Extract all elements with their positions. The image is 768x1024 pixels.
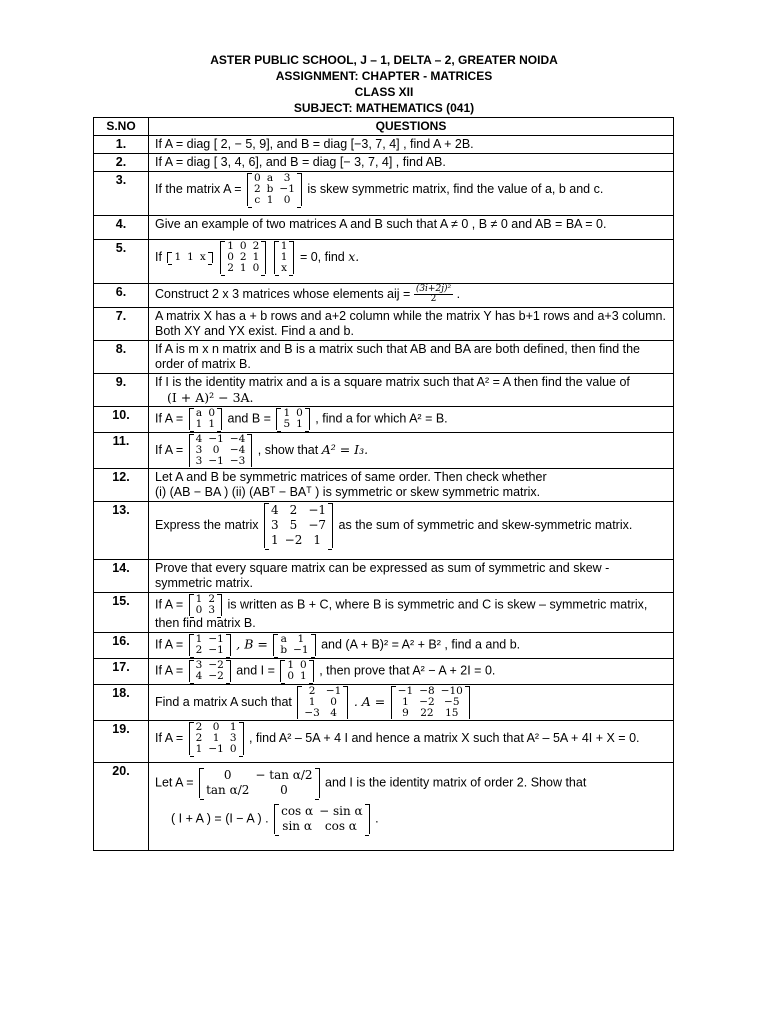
- matrix-cell: −1: [208, 433, 224, 445]
- matrix-cell: −4: [229, 444, 246, 456]
- fraction-numerator: (3i+2j)²: [415, 284, 452, 294]
- matrix-cell: 0: [300, 659, 307, 671]
- matrix-cell: 1: [195, 743, 203, 755]
- fraction: [414, 285, 453, 304]
- matrix-cell: 1: [174, 251, 182, 263]
- matrix-grid: [193, 660, 227, 682]
- question-prefix: Express the matrix: [155, 517, 259, 532]
- question-middle: . A =: [353, 693, 386, 709]
- matrix-cell: 1: [252, 251, 260, 263]
- question-row: [94, 216, 674, 240]
- question-number: 5.: [94, 240, 149, 284]
- matrix-cell: −7: [308, 518, 327, 532]
- question-number: 3.: [94, 172, 149, 216]
- matrix-cell: cos α: [324, 819, 357, 833]
- matrix-cell: −10: [440, 685, 463, 697]
- matrix-cell: −1: [208, 633, 224, 645]
- matrix-grid: [268, 503, 329, 548]
- question-text: If A is m x n matrix and B is a matrix such that AB and BA are both defined, then find the order of matrix B.: [149, 341, 674, 374]
- question-text: If A = diag [ 2, − 5, 9], and B = diag [−3, 7, 4] , find A + 2B.: [149, 136, 674, 154]
- matrix-cell: 3: [195, 444, 203, 456]
- matrix-cell: − tan α/2: [255, 768, 313, 782]
- matrix-row: [251, 195, 298, 206]
- matrix-cell: x: [199, 251, 206, 263]
- question-row: [94, 136, 674, 154]
- question-suffix: and I is the identity matrix of order 2. Show that: [325, 775, 587, 790]
- subject-label: SUBJECT: MATHEMATICS (041): [293, 101, 475, 115]
- matrix-cell: 5: [283, 418, 291, 430]
- question-row: [94, 407, 674, 433]
- matrix-cell: 0: [212, 444, 220, 456]
- matrix-row: [268, 503, 329, 518]
- matrix-cell: 1: [296, 418, 303, 430]
- matrix-cell: 0: [283, 194, 291, 206]
- question-text: [149, 721, 674, 763]
- matrix-cell: −1: [397, 685, 414, 697]
- class-label: CLASS XII: [354, 85, 414, 99]
- matrix-cell: 5: [289, 518, 298, 532]
- question-row: [94, 308, 674, 341]
- question-number: 2.: [94, 154, 149, 172]
- question-line: then find matrix B.: [155, 616, 256, 630]
- matrix-cell: 0: [252, 262, 260, 274]
- matrix-row: [171, 252, 208, 263]
- matrix-cell: 3: [195, 455, 203, 467]
- question-text: [149, 593, 674, 633]
- matrix-cell: 1: [402, 696, 409, 708]
- question-row: [94, 374, 674, 407]
- matrix-grid: [251, 173, 298, 206]
- question-suffix: , find a for which A² = B.: [315, 411, 448, 426]
- matrix-cell: 2: [195, 644, 203, 656]
- matrix-grid: [278, 804, 366, 834]
- matrix-cell: 2: [208, 593, 216, 605]
- question-prefix: Construct 2 x 3 matrices whose elements aij =: [155, 286, 411, 301]
- matrix-cell: 1: [239, 262, 247, 274]
- matrix: [220, 241, 266, 274]
- matrix-cell: − sin α: [319, 804, 363, 818]
- question-row: [94, 433, 674, 469]
- matrix-cell: 3: [195, 659, 203, 671]
- question-number: 16.: [94, 633, 149, 659]
- question-prefix: Find a matrix A such that: [155, 694, 292, 709]
- matrix-cell: x: [281, 262, 288, 274]
- matrix-cell: −3: [304, 707, 320, 719]
- matrix-cell: 0: [229, 743, 237, 755]
- expression: (I + A)² − 3A.: [167, 390, 254, 405]
- table-header-row: [94, 118, 674, 136]
- matrix: [189, 434, 253, 467]
- question-row: [94, 469, 674, 502]
- question-text: [149, 240, 674, 284]
- matrix-row: [193, 456, 249, 467]
- question-text: [149, 374, 674, 407]
- question-row: [94, 633, 674, 659]
- matrix: [189, 594, 222, 616]
- matrix-cell: 1: [195, 418, 203, 430]
- matrix-cell: 0: [296, 407, 303, 419]
- matrix-row: [395, 708, 466, 719]
- matrix-cell: 1: [195, 633, 203, 645]
- question-text: [149, 284, 674, 308]
- matrix-cell: sin α: [282, 819, 312, 833]
- fraction-denominator: 2: [430, 294, 437, 304]
- variable: x.: [348, 248, 360, 264]
- matrix-cell: −2: [208, 659, 224, 671]
- question-number: 13.: [94, 502, 149, 560]
- matrix-row: [193, 744, 240, 755]
- question-text: [149, 469, 674, 502]
- column-matrix: [274, 241, 295, 274]
- matrix-cell: 1: [287, 659, 295, 671]
- matrix: [199, 768, 319, 798]
- question-row: [94, 172, 674, 216]
- matrix-cell: 3: [208, 604, 216, 616]
- matrix-cell: −1: [308, 503, 327, 517]
- matrix-cell: 2: [289, 503, 298, 517]
- matrix-cell: −4: [229, 433, 246, 445]
- matrix-cell: a: [195, 407, 203, 419]
- matrix-row: [193, 605, 218, 616]
- matrix-grid: [193, 634, 227, 656]
- matrix-row: [277, 645, 311, 656]
- question-prefix: If the matrix A =: [155, 181, 242, 196]
- matrix-cell: −2: [284, 533, 303, 547]
- question-number: 17.: [94, 659, 149, 685]
- matrix-cell: 2: [308, 685, 316, 697]
- matrix-cell: 9: [402, 707, 409, 719]
- matrix-cell: −2: [419, 696, 435, 708]
- matrix-cell: 1: [283, 407, 291, 419]
- question-line: If I is the identity matrix and a is a square matrix such that A² = A then find the value of: [155, 375, 630, 389]
- question-prefix: If: [155, 249, 162, 264]
- matrix-cell: c: [254, 194, 261, 206]
- matrix-cell: 1: [280, 240, 288, 252]
- question-row: [94, 763, 674, 851]
- matrix-a: [189, 408, 222, 430]
- matrix-cell: 1: [313, 533, 322, 547]
- matrix-cell: 2: [239, 251, 247, 263]
- question-text: [149, 633, 674, 659]
- matrix-grid: [395, 686, 466, 719]
- matrix-grid: [284, 660, 309, 682]
- question-number: 18.: [94, 685, 149, 721]
- matrix-cell: 0: [253, 172, 261, 184]
- question-row: [94, 685, 674, 721]
- matrix-cell: −1: [208, 743, 224, 755]
- matrix-cell: 0: [280, 783, 288, 797]
- matrix-cell: 15: [445, 707, 459, 719]
- question-text: [149, 659, 674, 685]
- question-number: 11.: [94, 433, 149, 469]
- question-text: [149, 502, 674, 560]
- matrix-cell: 0: [239, 240, 247, 252]
- question-number: 9.: [94, 374, 149, 407]
- question-suffix: , find A² – 5A + 4 I and hence a matrix X such that A² – 5A + 4I + X = 0.: [248, 730, 640, 745]
- matrix: [189, 722, 244, 755]
- matrix-grid: [224, 241, 262, 274]
- question-prefix: If A =: [155, 442, 184, 457]
- question-middle: and I =: [236, 663, 275, 678]
- matrix-cell: 2: [195, 721, 203, 733]
- matrix-b: [273, 634, 315, 656]
- matrix-cell: −1: [208, 644, 224, 656]
- matrix-cell: 3: [271, 518, 279, 532]
- matrix-cell: 2: [195, 732, 203, 744]
- matrix-cell: 1: [308, 696, 316, 708]
- question-row: [94, 502, 674, 560]
- question-text: [149, 407, 674, 433]
- question-line: (i) (AB − BA ) (ii) (ABᵀ − BAᵀ ) is symmetric or skew symmetric matrix.: [155, 485, 541, 499]
- question-row: [94, 284, 674, 308]
- sno-header: S.NO: [94, 118, 149, 136]
- matrix-cell: 1: [212, 732, 220, 744]
- matrix-cell: 2: [252, 240, 260, 252]
- question-number: 12.: [94, 469, 149, 502]
- matrix-cell: −1: [293, 644, 309, 656]
- question-number: 1.: [94, 136, 149, 154]
- matrix-cell: 1: [280, 251, 288, 263]
- matrix-cell: 1: [229, 721, 237, 733]
- matrix-cell: 0: [212, 721, 220, 733]
- question-suffix: is skew symmetric matrix, find the value of a, b and c.: [307, 181, 604, 196]
- question-prefix: If A =: [155, 597, 184, 612]
- matrix-cell: −3: [229, 455, 246, 467]
- matrix-cell: a: [266, 172, 274, 184]
- question-text: Give an example of two matrices A and B such that A ≠ 0 , B ≠ 0 and AB = BA = 0.: [149, 216, 674, 240]
- question-suffix: is written as B + C, where B is symmetric and C is skew – symmetric matrix,: [227, 597, 648, 612]
- matrix-cell: 1: [271, 533, 279, 547]
- question-row: [94, 560, 674, 593]
- question-text: Prove that every square matrix can be expressed as sum of symmetric and skew - symmetric matrix.: [149, 560, 674, 593]
- question-prefix: If A =: [155, 411, 184, 426]
- matrix-cell: 0: [195, 604, 203, 616]
- matrix-cell: 0: [287, 670, 295, 682]
- matrix-cell: cos α: [281, 804, 314, 818]
- matrix-row: [278, 819, 366, 834]
- document-header: [0, 52, 768, 116]
- identity-matrix: [280, 660, 313, 682]
- matrix-right: [391, 686, 470, 719]
- matrix-row: [301, 686, 344, 697]
- matrix-cell: 1: [300, 670, 307, 682]
- matrix-row: [278, 263, 291, 274]
- matrix-cell: 0: [208, 407, 216, 419]
- matrix-grid: [277, 634, 311, 656]
- question-suffix: = 0, find: [299, 249, 345, 264]
- question-middle: and B =: [227, 411, 271, 426]
- matrix-cell: 1: [227, 240, 234, 252]
- question-suffix: .: [456, 286, 461, 301]
- assignment-title: ASSIGNMENT: CHAPTER - MATRICES: [275, 69, 493, 83]
- matrix-cell: 2: [227, 262, 234, 274]
- equation: A² = I₃.: [321, 441, 369, 457]
- questions-table: [93, 117, 674, 851]
- row-matrix: [167, 252, 212, 263]
- matrix: [264, 503, 333, 548]
- matrix-cell: 4: [330, 707, 337, 719]
- question-number: 7.: [94, 308, 149, 341]
- matrix-cell: −1: [208, 455, 224, 467]
- matrix-cell: −2: [208, 670, 224, 682]
- question-text: [149, 685, 674, 721]
- question-middle: , B =: [236, 636, 268, 652]
- question-row: [94, 341, 674, 374]
- matrix-cell: 0: [330, 696, 337, 708]
- matrix-grid: [171, 252, 208, 263]
- matrix-grid: [280, 408, 305, 430]
- matrix-row: [280, 419, 305, 430]
- matrix-cell: 1: [195, 593, 203, 605]
- matrix-left: [297, 686, 348, 719]
- equation-left: ( I + A ) = (I − A ) .: [171, 811, 269, 826]
- questions-header: QUESTIONS: [149, 118, 674, 136]
- matrix-row: [268, 533, 329, 548]
- matrix-cell: 1: [297, 633, 305, 645]
- question-suffix: as the sum of symmetric and skew-symmetric matrix.: [338, 517, 633, 532]
- matrix-cell: 1: [208, 418, 216, 430]
- question-row: [94, 154, 674, 172]
- question-suffix: , then prove that A² − A + 2I = 0.: [319, 663, 496, 678]
- matrix-cell: a: [280, 633, 287, 645]
- matrix: [247, 173, 302, 206]
- matrix-grid: [203, 768, 315, 798]
- matrix-row: [193, 419, 218, 430]
- question-prefix: If A =: [155, 637, 184, 652]
- matrix-cell: −1: [279, 183, 295, 195]
- question-text: If A = diag [ 3, 4, 6], and B = diag [− 3, 7, 4] , find AB.: [149, 154, 674, 172]
- matrix-grid: [193, 408, 218, 430]
- matrix-cell: 4: [195, 670, 203, 682]
- question-row: [94, 659, 674, 685]
- matrix-grid: [193, 722, 240, 755]
- question-number: 19.: [94, 721, 149, 763]
- question-text: A matrix X has a + b rows and a+2 column while the matrix Y has b+1 rows and a+3 column. Both XY and YX exist. Find a and b.: [149, 308, 674, 341]
- question-number: 8.: [94, 341, 149, 374]
- matrix-cell: 0: [227, 251, 234, 263]
- question-prefix: Let A =: [155, 775, 194, 790]
- question-prefix: If A =: [155, 663, 184, 678]
- question-number: 14.: [94, 560, 149, 593]
- school-name: ASTER PUBLIC SCHOOL, J – 1, DELTA – 2, GREATER NOIDA: [210, 53, 558, 67]
- matrix-grid: [193, 434, 249, 467]
- matrix-row: [268, 518, 329, 533]
- rotation-matrix: [274, 804, 370, 834]
- question-row: [94, 593, 674, 633]
- matrix-grid: [301, 686, 344, 719]
- matrix-cell: 1: [266, 194, 274, 206]
- matrix-row: [301, 708, 344, 719]
- question-row: [94, 240, 674, 284]
- matrix-grid: [193, 594, 218, 616]
- question-text: [149, 763, 674, 851]
- matrix-a: [189, 634, 231, 656]
- matrix-row: [284, 671, 309, 682]
- matrix-cell: −5: [444, 696, 460, 708]
- matrix-cell: 3: [229, 732, 237, 744]
- matrix-cell: tan α/2: [206, 783, 250, 797]
- matrix-cell: 22: [420, 707, 434, 719]
- question-number: 6.: [94, 284, 149, 308]
- matrix-cell: 1: [187, 251, 194, 263]
- matrix-a: [189, 660, 231, 682]
- question-line: Let A and B be symmetric matrices of same order. Then check whether: [155, 470, 547, 484]
- equation-end: .: [375, 811, 379, 826]
- question-number: 10.: [94, 407, 149, 433]
- question-prefix: If A =: [155, 730, 184, 745]
- matrix-cell: 4: [195, 433, 203, 445]
- question-row: [94, 721, 674, 763]
- matrix-grid: [278, 241, 291, 274]
- matrix-b: [276, 408, 309, 430]
- matrix-cell: 2: [253, 183, 261, 195]
- question-text: [149, 172, 674, 216]
- matrix-cell: b: [280, 644, 288, 656]
- question-text: [149, 433, 674, 469]
- matrix-row: [224, 263, 262, 274]
- matrix-cell: −8: [419, 685, 435, 697]
- matrix-cell: 4: [271, 503, 279, 517]
- matrix-row: [193, 671, 227, 682]
- matrix-row: [203, 768, 315, 783]
- question-number: 4.: [94, 216, 149, 240]
- matrix-row: [193, 645, 227, 656]
- matrix-row: [203, 783, 315, 798]
- matrix-cell: −1: [325, 685, 342, 697]
- question-number: 15.: [94, 593, 149, 633]
- matrix-cell: b: [266, 183, 274, 195]
- question-suffix: , show that: [257, 442, 319, 457]
- matrix-cell: 3: [283, 172, 291, 184]
- matrix-row: [278, 804, 366, 819]
- question-number: 20.: [94, 763, 149, 851]
- matrix-cell: 0: [223, 768, 232, 782]
- question-suffix: and (A + B)² = A² + B² , find a and b.: [321, 637, 521, 652]
